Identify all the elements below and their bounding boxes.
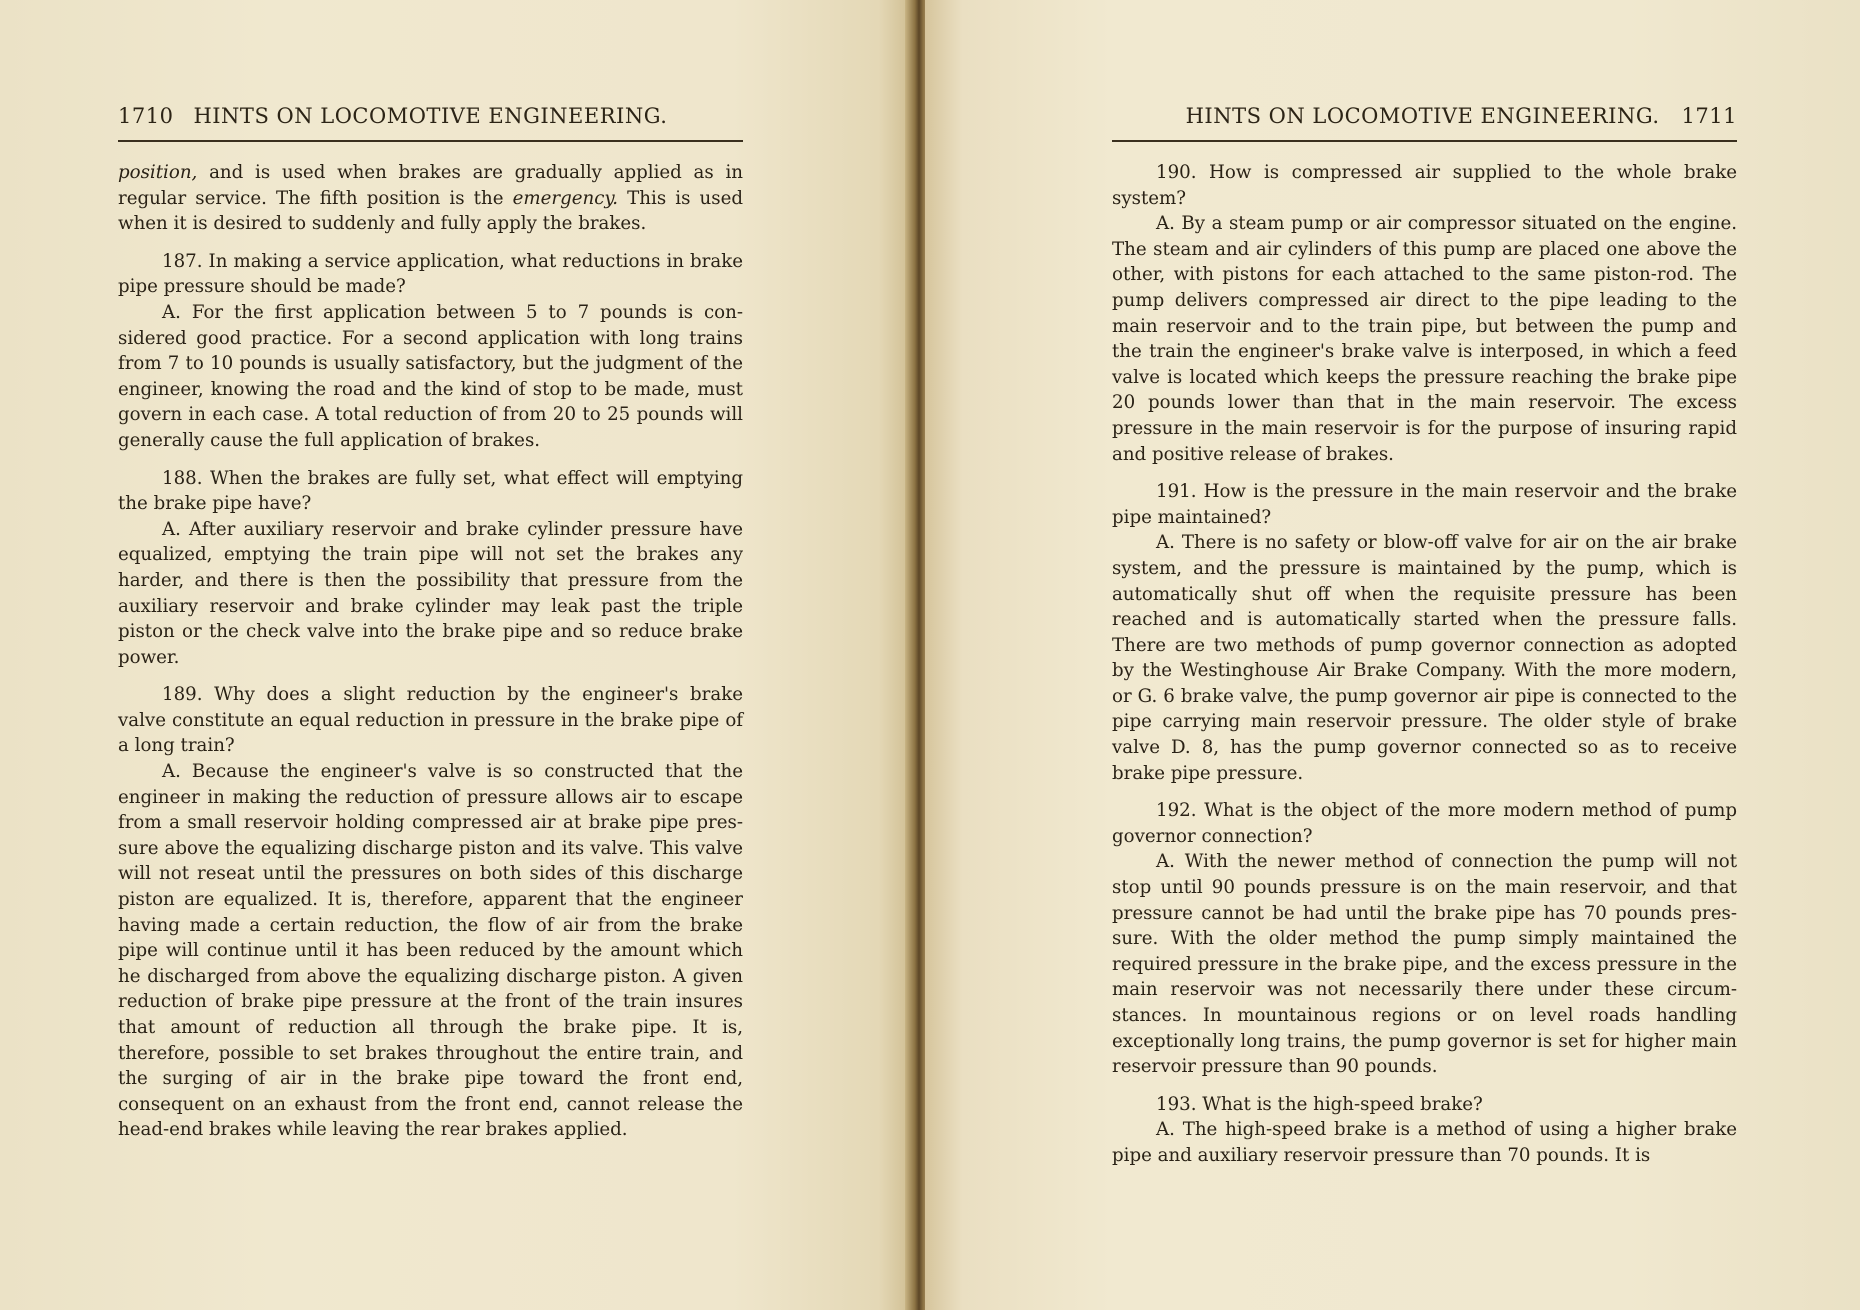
- right-running-head: HINTS ON LOCOMOTIVE ENGINEERING.: [1185, 104, 1660, 128]
- answer-188: A. After auxiliary reservoir and brake cylinder pressure have equalized, emptying the train pipe will not set the brakes any harder, and there is then the possibility that pressure from the auxiliary reservoir and brake cylinder may leak past the triple piston or the check valve into the brake pipe and so reduce brake power.: [118, 518, 743, 668]
- right-header-rule: [1112, 140, 1737, 142]
- question-192: 192. What is the object of the more modern method of pump governor connection?: [1112, 800, 1737, 847]
- continuation-text-1: and is used when brakes are gradually applied as in regular service. The fifth position is the: [118, 162, 743, 209]
- right-page-number: 1711: [1681, 104, 1737, 128]
- continuation-italic-lead: position,: [118, 162, 198, 183]
- answer-193: A. The high-speed brake is a method of using a higher brake pipe and auxiliary reservoir pressure than 70 pounds. It is: [1112, 1119, 1737, 1166]
- left-page-body: [118, 160, 743, 1143]
- left-page: [0, 0, 915, 1310]
- answer-191: A. There is no safety or blow-off valve for air on the air brake system, and the pressure is maintained by the pump, which is automatically shut off when the requisite pressure has been reached and is automatically started when the pressure falls. There are two methods of pump governor connection as adopted by the Westinghouse Air Brake Company. With the more modern, or G. 6 brake valve, the pump governor air pipe is connected to the pipe carrying main reservoir pressure. The older style of brake valve D. 8, has the pump governor connected so as to receive brake pipe pressure.: [1112, 532, 1737, 784]
- answer-190: A. By a steam pump or air compressor situated on the engine. The steam and air cylinders of this pump are placed one above the other, with pistons for each attached to the same piston-rod. The pump delivers compressed air direct to the pipe leading to the main reservoir and to the train pipe, but between the pump and the train the engineer's brake valve is interposed, in which a feed valve is located which keeps the pressure reaching the brake pipe 20 pounds lower than that in the main reservoir. The excess pressure in the main reservoir is for the purpose of insuring rapid and positive release of brakes.: [1112, 213, 1737, 465]
- answer-189: A. Because the engineer's valve is so constructed that the engineer in making the reduction of pressure allows air to escape from a small reservoir holding compressed air at brake pipe pressure above the equalizing discharge piston and its valve. This valve will not reseat until the pressures on both sides of this discharge piston are equalized. It is, therefore, apparent that the engineer having made a certain reduction, the flow of air from the brake pipe will continue until it has been reduced by the amount which he discharged from above the equalizing discharge piston. A given reduction of brake pipe pressure at the front of the train insures that amount of reduction all through the brake pipe. It is, therefore, possible to set brakes throughout the entire train, and the surging of air in the brake pipe toward the front end, consequent on an exhaust from the front end, cannot release the head-end brakes while leaving the rear brakes applied.: [118, 761, 743, 1141]
- answer-187: A. For the first application between 5 to 7 pounds is considered good practice. For a second application with long trains from 7 to 10 pounds is usually satisfactory, but the judgment of the engineer, knowing the road and the kind of stop to be made, must govern in each case. A total reduction of from 20 to 25 pounds will generally cause the full application of brakes.: [118, 301, 743, 451]
- question-191: 191. How is the pressure in the main reservoir and the brake pipe maintained?: [1112, 481, 1737, 528]
- continuation-italic-emergency: emergency.: [512, 187, 619, 209]
- left-page-header: [118, 104, 743, 128]
- question-187: 187. In making a service application, what reductions in brake pipe pressure should be made?: [118, 250, 743, 298]
- question-190: 190. How is compressed air supplied to the whole brake system?: [1112, 162, 1737, 209]
- left-page-number: 1710: [118, 104, 174, 128]
- question-188: 188. When the brakes are fully set, what effect will emptying the brake pipe have?: [118, 467, 743, 515]
- continuation-text-2: This is used when it is desired to suddenly and fully apply the brakes.: [118, 187, 743, 235]
- question-189: 189. Why does a slight reduction by the engineer's brake valve constitute an equal reduction in pressure in the brake pipe of a long train?: [118, 684, 743, 757]
- left-header-rule: [118, 140, 743, 142]
- left-running-head: HINTS ON LOCOMOTIVE ENGINEERING.: [193, 104, 668, 128]
- right-page-header: [1112, 104, 1737, 128]
- answer-192: A. With the newer method of connection the pump will not stop until 90 pounds pressure is on the main reservoir, and that pressure cannot be had until the brake pipe has 70 pounds pressure. With the older method the pump simply maintained the required pressure in the brake pipe, and the excess pressure in the main reservoir was not necessarily there under these circumstances. In mountainous regions or on level roads handling exceptionally long trains, the pump governor is set for higher main reservoir pressure than 90 pounds.: [1112, 851, 1737, 1078]
- continuation-paragraph: [118, 160, 743, 237]
- right-page-body: [1112, 160, 1737, 1169]
- question-193: 193. What is the high-speed brake?: [1156, 1093, 1483, 1115]
